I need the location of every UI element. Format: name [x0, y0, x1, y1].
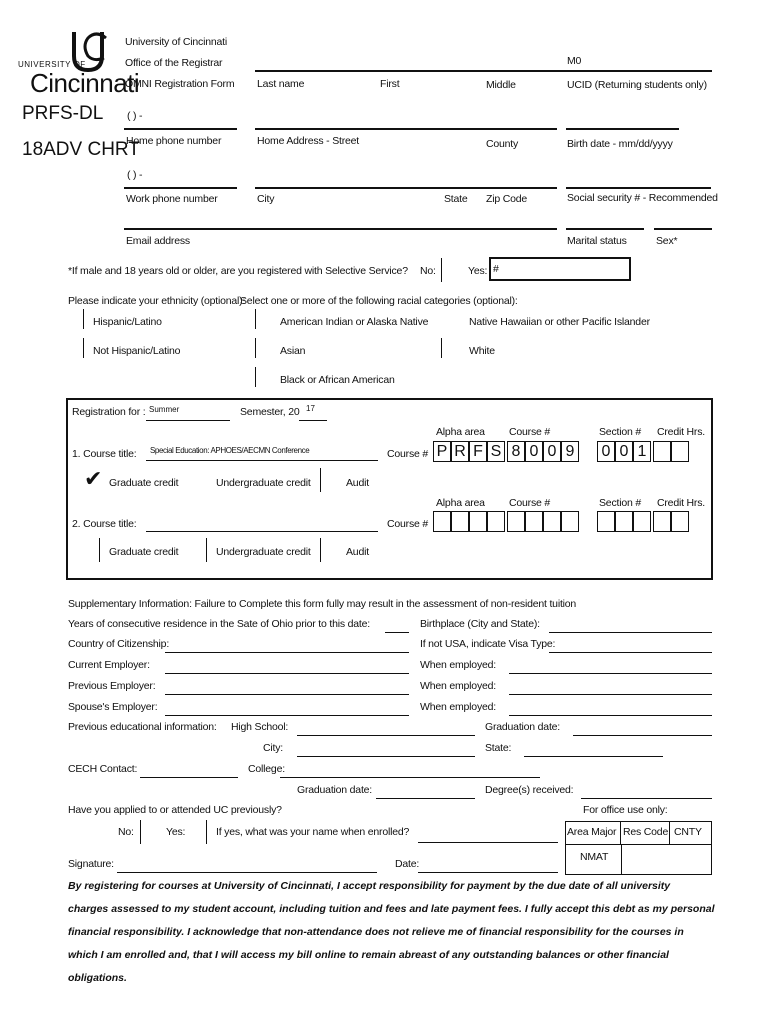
course2-alpha-char-box[interactable] — [433, 511, 451, 532]
hs-city-input[interactable] — [297, 756, 475, 757]
when-employed-input-2[interactable] — [509, 694, 712, 695]
disclaimer-line-4: which I am enrolled and, that I will access my bill online to remain abreast of any outstanding balances or other financial — [68, 949, 669, 961]
registration-term: Summer — [149, 405, 180, 414]
course2-alpha-char-box[interactable] — [451, 511, 469, 532]
office-use-label: For office use only: — [583, 804, 668, 816]
spouse-employer-input[interactable] — [165, 715, 409, 716]
previous-employer-label: Previous Employer: — [68, 680, 156, 692]
chrt-code: 18ADV CHRT — [22, 139, 140, 160]
course2-audit-label: Audit — [346, 546, 369, 558]
course2-number-char-box[interactable] — [525, 511, 543, 532]
m0-value: M0 — [567, 55, 582, 67]
asian-label: Asian — [280, 345, 306, 357]
graduation-date-input[interactable] — [573, 735, 712, 736]
applied-yes-checkbox[interactable] — [206, 820, 207, 844]
sex-label: Sex* — [656, 235, 678, 247]
course2-number-char-box[interactable] — [561, 511, 579, 532]
res-code-label: Res Code — [623, 826, 669, 838]
work-phone-template: ( ) - — [127, 169, 143, 181]
state-label: State — [444, 193, 468, 205]
course-number-header-2: Course # — [509, 497, 551, 509]
course2-audit-checkbox[interactable] — [320, 538, 321, 562]
course1-section-char-box[interactable]: 0 — [615, 441, 633, 462]
course1-alpha-char-box[interactable]: F — [469, 441, 487, 462]
home-phone-template: ( ) - — [127, 110, 143, 122]
course1-section-char-box[interactable]: 1 — [633, 441, 651, 462]
course2-number-char-box[interactable] — [543, 511, 561, 532]
selective-number-input[interactable] — [489, 257, 631, 281]
cech-contact-input[interactable] — [140, 777, 238, 778]
course1-title-input[interactable] — [146, 460, 378, 461]
am-indian-checkbox[interactable] — [255, 309, 256, 329]
cech-contact-label: CECH Contact: — [68, 763, 138, 775]
cnty-label: CNTY — [674, 826, 702, 838]
course2-graduate-label: Graduate credit — [109, 546, 179, 558]
course1-credit-char-box[interactable] — [653, 441, 671, 462]
birth-date-input[interactable] — [566, 128, 679, 130]
current-employer-label: Current Employer: — [68, 659, 150, 671]
course2-undergraduate-label: Undergraduate credit — [216, 546, 311, 558]
signature-input[interactable] — [117, 872, 377, 873]
sex-input[interactable] — [654, 228, 712, 230]
county-label: County — [486, 138, 519, 150]
black-label: Black or African American — [280, 374, 395, 386]
area-major-label: Area Major — [567, 826, 617, 838]
black-checkbox[interactable] — [255, 367, 256, 387]
home-phone-input[interactable] — [124, 128, 237, 130]
date-label: Date: — [395, 858, 420, 870]
white-checkbox[interactable] — [441, 338, 442, 358]
ssn-label: Social security # - Recommended — [567, 192, 718, 204]
email-label: Email address — [126, 235, 190, 247]
course1-audit-label: Audit — [346, 477, 369, 489]
course1-section-char-box[interactable]: 0 — [597, 441, 615, 462]
disclaimer-line-1: By registering for courses at University of Cincinnati, I accept responsibility for payment by the due date of all university — [68, 880, 671, 892]
selective-no-checkbox[interactable] — [441, 258, 442, 282]
hs-state-label: State: — [485, 742, 512, 754]
selective-service-question: *If male and 18 years old or older, are you registered with Selective Service? — [68, 265, 408, 277]
graduate-credit-checkmark[interactable]: ✔ — [84, 466, 103, 491]
course1-course-label: Course # — [387, 448, 429, 460]
home-address-input[interactable] — [255, 128, 557, 130]
nmat-label: NMAT — [580, 851, 609, 863]
supplementary-intro: Supplementary Information: Failure to Complete this form fully may result in the assessment of non-resident tuition — [68, 598, 577, 610]
citizenship-label: Country of Citizenship: — [68, 638, 170, 650]
previous-employer-input[interactable] — [165, 694, 409, 695]
white-label: White — [469, 345, 495, 357]
degrees-received-input[interactable] — [581, 798, 712, 799]
date-input[interactable] — [418, 872, 558, 873]
hispanic-label: Hispanic/Latino — [93, 316, 162, 328]
college-input[interactable] — [280, 777, 540, 778]
disclaimer-line-3: financial responsibility. I acknowledge that non-attendance does not relieve me of financial responsibility for the courses in — [68, 926, 684, 938]
college-graduation-date-label: Graduation date: — [297, 784, 373, 796]
applied-yes-label: Yes: — [166, 826, 186, 838]
course2-credit-char-box[interactable] — [671, 511, 689, 532]
course1-alpha-char-box[interactable]: R — [451, 441, 469, 462]
hawaiian-label: Native Hawaiian or other Pacific Islander — [469, 316, 650, 328]
when-employed-input-3[interactable] — [509, 715, 712, 716]
when-employed-label-2: When employed: — [420, 680, 496, 692]
visa-input[interactable] — [549, 652, 712, 653]
asian-checkbox[interactable] — [255, 338, 256, 358]
applied-previously-question: Have you applied to or attended UC previously? — [68, 804, 282, 816]
college-label: College: — [248, 763, 285, 775]
selective-no-label: No: — [420, 265, 436, 277]
course2-title-label: 2. Course title: — [72, 518, 137, 530]
course2-alpha-char-box[interactable] — [469, 511, 487, 532]
current-employer-input[interactable] — [165, 673, 409, 674]
course1-alpha-char-box[interactable]: P — [433, 441, 451, 462]
home-phone-label: Home phone number — [126, 135, 222, 147]
visa-label: If not USA, indicate Visa Type: — [420, 638, 556, 650]
disclaimer-line-5: obligations. — [68, 972, 127, 984]
course2-section-char-box[interactable] — [615, 511, 633, 532]
course1-alpha-char-box[interactable]: S — [487, 441, 505, 462]
course2-graduate-checkbox[interactable] — [99, 538, 100, 562]
logo-university-of: UNIVERSITY OF — [18, 60, 86, 69]
course2-number-char-box[interactable] — [507, 511, 525, 532]
high-school-label: High School: — [231, 721, 289, 733]
city-label: City — [257, 193, 275, 205]
previous-education-label: Previous educational information: — [68, 721, 217, 733]
office-table-divider — [565, 844, 712, 845]
selective-hash: # — [493, 263, 499, 275]
course1-title-value: Special Education: APHOES/AECMN Conference — [150, 446, 310, 455]
course2-undergraduate-checkbox[interactable] — [206, 538, 207, 562]
course2-credit-char-box[interactable] — [653, 511, 671, 532]
selective-yes-label: Yes: — [468, 265, 488, 277]
middle-name-label: Middle — [486, 79, 516, 91]
degrees-received-label: Degree(s) received: — [485, 784, 574, 796]
race-prompt: Select one or more of the following racial categories (optional): — [240, 295, 518, 307]
not-hispanic-label: Not Hispanic/Latino — [93, 345, 181, 357]
alpha-area-header-2: Alpha area — [436, 497, 485, 509]
alpha-area-header: Alpha area — [436, 426, 485, 438]
when-employed-input-1[interactable] — [509, 673, 712, 674]
course1-title-label: 1. Course title: — [72, 448, 137, 460]
term-input-line[interactable] — [146, 420, 230, 421]
first-name-label: First — [380, 78, 400, 90]
course1-number-char-box[interactable]: 0 — [543, 441, 561, 462]
signature-label: Signature: — [68, 858, 114, 870]
ethnicity-prompt: Please indicate your ethnicity (optional): — [68, 295, 246, 307]
course1-graduate-label: Graduate credit — [109, 477, 179, 489]
registration-for-label: Registration for : — [72, 406, 146, 418]
previous-name-input[interactable] — [418, 842, 558, 843]
zip-label: Zip Code — [486, 193, 528, 205]
birthplace-input[interactable] — [549, 632, 712, 633]
ucid-label: UCID (Returning students only) — [567, 79, 707, 91]
graduation-date-label: Graduation date: — [485, 721, 561, 733]
applied-no-checkbox[interactable] — [140, 820, 141, 844]
ssn-input[interactable] — [566, 187, 711, 189]
semester-label: Semester, 20 — [240, 406, 300, 418]
work-phone-input[interactable] — [124, 187, 237, 189]
birthplace-label: Birthplace (City and State): — [420, 618, 540, 630]
course1-undergraduate-label: Undergraduate credit — [216, 477, 311, 489]
last-name-label: Last name — [257, 78, 305, 90]
course1-number-char-box[interactable]: 9 — [561, 441, 579, 462]
citizenship-input[interactable] — [165, 652, 409, 653]
previous-name-question: If yes, what was your name when enrolled? — [216, 826, 410, 838]
years-residence-input[interactable] — [385, 632, 409, 633]
when-employed-label-1: When employed: — [420, 659, 496, 671]
office-table-col-1 — [620, 821, 621, 844]
semester-year: 17 — [306, 404, 315, 413]
course1-number-char-box[interactable]: 8 — [507, 441, 525, 462]
header-line-1: University of Cincinnati — [125, 36, 227, 48]
marital-input[interactable] — [566, 228, 644, 230]
high-school-input[interactable] — [297, 735, 475, 736]
office-table-col-2 — [669, 821, 670, 844]
not-hispanic-checkbox[interactable] — [83, 338, 84, 358]
college-graduation-date-input[interactable] — [376, 798, 475, 799]
course1-number-char-box[interactable]: 0 — [525, 441, 543, 462]
hs-state-input[interactable] — [524, 756, 663, 757]
course2-section-char-box[interactable] — [597, 511, 615, 532]
course2-course-label: Course # — [387, 518, 429, 530]
course1-audit-checkbox[interactable] — [320, 468, 321, 492]
birth-date-label: Birth date - mm/dd/yyyy — [567, 138, 673, 150]
name-input-line[interactable] — [255, 70, 712, 72]
work-phone-label: Work phone number — [126, 193, 218, 205]
city-state-zip-input[interactable] — [255, 187, 557, 189]
course-number-header: Course # — [509, 426, 551, 438]
course2-alpha-char-box[interactable] — [487, 511, 505, 532]
header-line-3: OMNI Registration Form — [125, 78, 235, 90]
prfs-code: PRFS-DL — [22, 103, 104, 124]
course2-section-char-box[interactable] — [633, 511, 651, 532]
hs-city-label: City: — [263, 742, 284, 754]
credit-hours-header: Credit Hrs. — [657, 426, 705, 438]
section-number-header: Section # — [599, 426, 641, 438]
logo-cincinnati: Cincinnati — [30, 68, 140, 98]
section-number-header-2: Section # — [599, 497, 641, 509]
year-input-line[interactable] — [299, 420, 327, 421]
course2-title-input[interactable] — [146, 531, 378, 532]
years-residence-label: Years of consecutive residence in the Sate of Ohio prior to this date: — [68, 618, 370, 630]
when-employed-label-3: When employed: — [420, 701, 496, 713]
course1-credit-char-box[interactable] — [671, 441, 689, 462]
marital-label: Marital status — [567, 235, 627, 247]
email-input[interactable] — [124, 228, 557, 230]
hispanic-checkbox[interactable] — [83, 309, 84, 329]
spouse-employer-label: Spouse's Employer: — [68, 701, 158, 713]
home-street-label: Home Address - Street — [257, 135, 360, 147]
header-line-2: Office of the Registrar — [125, 57, 223, 69]
office-table-col-3 — [621, 844, 622, 875]
am-indian-label: American Indian or Alaska Native — [280, 316, 429, 328]
disclaimer-line-2: charges assessed to my student account, including tuition and fees and late payment fees. I fully accept this debt as my personal — [68, 903, 715, 915]
applied-no-label: No: — [118, 826, 134, 838]
credit-hours-header-2: Credit Hrs. — [657, 497, 705, 509]
